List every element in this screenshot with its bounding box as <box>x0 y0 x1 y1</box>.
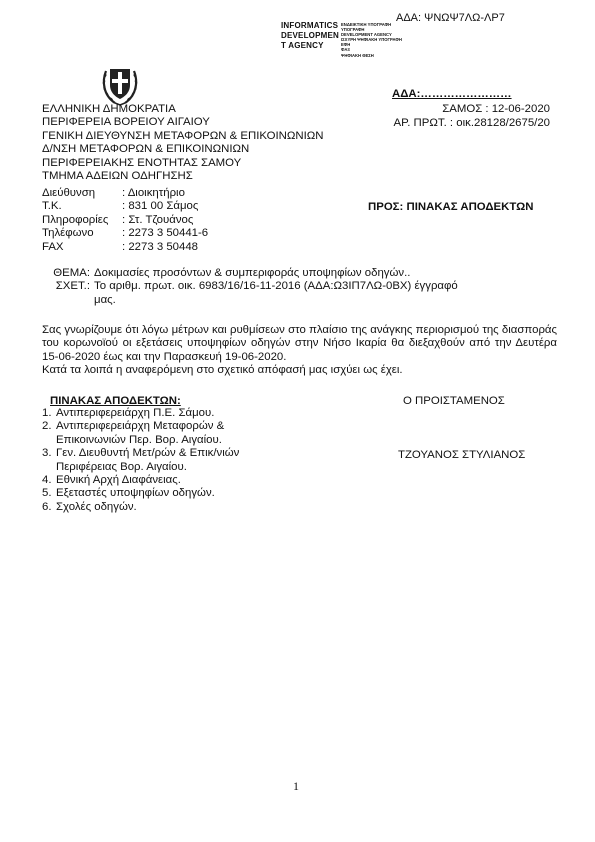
contact-value: : 831 00 Σάμος <box>122 200 199 213</box>
body-paragraph: Σας γνωρίζουμε ότι λόγω μέτρων και ρυθμίσεων στο πλαίσιο της ανάγκης περιορισμού της διασποράς του κορωνοϊού οι εξετάσεις υποψηφίων οδηγών στην Νήσο Ικαρία θα διεξαχθούν από την Δευτέρα 15-06-2020 έως και την Παρασκευή 19-06-2020. <box>42 324 557 363</box>
contact-label: Τηλέφωνο <box>42 227 94 240</box>
schet-cont: μας. <box>94 293 116 306</box>
sender-block <box>42 103 324 183</box>
protocol-number: ΑΡ. ΠΡΩΤ. : οικ.28128/2675/20 <box>393 116 550 129</box>
list-text: Εξεταστές υποψηφίων οδηγών. <box>56 487 215 500</box>
list-text: Γεν. Διευθυντή Μετ/ρών & Επικ/νιών <box>56 447 240 460</box>
ida-left-line: DEVELOPMEN <box>281 31 340 40</box>
list-item <box>42 487 239 500</box>
spacer <box>50 294 94 307</box>
sender-line: ΠΕΡΙΦΕΡΕΙΑΚΗΣ ΕΝΟΤΗΤΑΣ ΣΑΜΟΥ <box>42 156 242 169</box>
reference-row-cont <box>50 294 458 307</box>
thema-text: Δοκιμασίες προσόντων & συμπεριφοράς υποψηφίων οδηγών.. <box>94 267 411 279</box>
sender-line: ΓΕΝΙΚΗ ΔΙΕΥΘΥΝΣΗ ΜΕΤΑΦΟΡΩΝ & ΕΠΙΚΟΙΝΩΝΙΩΝ <box>42 129 324 142</box>
list-text: Εθνική Αρχή Διαφάνειας. <box>56 474 181 487</box>
list-text: Αντιπεριφερειάρχη Π.Ε. Σάμου. <box>56 407 215 419</box>
contact-value: : 2273 3 50441-6 <box>122 227 209 240</box>
contact-label: Πληροφορίες <box>42 213 109 226</box>
recipient-heading: ΠΡΟΣ: ΠΙΝΑΚΑΣ ΑΠΟΔΕΚΤΩΝ <box>368 201 534 213</box>
list-text: Αντιπεριφερειάρχη Μεταφορών & <box>56 420 225 433</box>
list-number: 1. <box>42 407 52 419</box>
contact-row <box>42 200 242 213</box>
ida-signature-block <box>281 21 401 61</box>
reference-row <box>50 280 458 293</box>
contact-label: FAX <box>42 240 64 253</box>
list-text: Περιφέρειας Βορ. Αιγαίου. <box>56 460 187 473</box>
contact-value: : Στ. Τζουάνος <box>122 213 194 226</box>
list-item <box>42 420 239 433</box>
ida-right-line: ΕΝΔΕΙΚΤΙΚΗ ΥΠΟΓΡΑΦΗ <box>341 22 392 27</box>
body-paragraph: Κατά τα λοιπά η αναφερόμενη στο σχετικό απόφασή μας ισχύει ως έχει. <box>42 364 403 377</box>
ida-right-line: ΙΣΧΥΡΗ ΨΗΦΙΑΚΗ ΥΠΟΓΡΑΦΗ <box>341 37 402 43</box>
signature-role: Ο ΠΡΟΙΣΤΑΜΕΝΟΣ <box>403 395 505 407</box>
ida-right-line: ΨΗΦΙΑΚΗ ΘΕΣΗ <box>341 52 374 58</box>
distribution-title: ΠΙΝΑΚΑΣ ΑΠΟΔΕΚΤΩΝ: <box>50 395 181 407</box>
list-item <box>42 501 239 514</box>
list-item <box>42 407 239 420</box>
ada-placeholder: ΑΔΑ:…………………… <box>392 88 512 100</box>
contact-row <box>42 241 242 254</box>
list-number: 4. <box>42 474 52 487</box>
document-date: ΣΑΜΟΣ : 12-06-2020 <box>442 103 550 115</box>
greek-coat-of-arms-icon <box>101 63 139 107</box>
contact-value: : Διοικητήριο <box>122 187 185 199</box>
distribution-list <box>42 407 239 514</box>
ida-right-line: DEVELOPMENT AGENCY <box>341 32 392 38</box>
thema-label: ΘΕΜΑ: <box>53 267 90 279</box>
spacer <box>42 434 56 447</box>
ida-left-text <box>281 21 339 51</box>
contact-row <box>42 187 242 200</box>
list-item-cont <box>42 434 239 447</box>
ida-left-line: T AGENCY <box>281 41 324 50</box>
contact-row <box>42 227 242 240</box>
list-text: Επικοινωνιών Περ. Βορ. Αιγαίου. <box>56 433 222 446</box>
list-item-cont <box>42 461 239 474</box>
list-number: 6. <box>42 500 52 513</box>
spacer <box>42 461 56 474</box>
list-item <box>42 447 239 460</box>
page-number: 1 <box>293 779 299 793</box>
schet-text: Το αριθμ. πρωτ. οικ. 6983/16/16-11-2016 (ΑΔΑ:Ω3ΙΠ7ΛΩ-0ΒΧ) έγγραφό <box>94 280 458 293</box>
list-number: 3. <box>42 447 52 460</box>
sender-line: ΤΜΗΜΑ ΑΔΕΙΩΝ ΟΔΗΓΗΣΗΣ <box>42 170 193 183</box>
subject-block <box>50 267 458 307</box>
contact-block <box>42 187 242 254</box>
list-number: 5. <box>42 487 52 500</box>
sender-line: ΕΛΛΗΝΙΚΗ ΔΗΜΟΚΡΑΤΙΑ <box>42 103 176 115</box>
contact-label: Τ.Κ. <box>42 200 62 213</box>
body-text <box>42 324 557 378</box>
list-text: Σχολές οδηγών. <box>56 500 137 513</box>
ida-right-line: ΦΑΞ <box>341 47 351 53</box>
list-item <box>42 474 239 487</box>
ida-left-line: INFORMATICS <box>281 21 339 30</box>
schet-label: ΣΧΕΤ.: <box>55 280 90 293</box>
ada-top: ΑΔΑ: ΨΝΩΨ7ΛΩ-ΛΡ7 <box>396 12 505 24</box>
contact-value: : 2273 3 50448 <box>122 240 199 253</box>
ida-right-line: ΕΦΗ <box>341 42 351 48</box>
sender-line: ΠΕΡΙΦΕΡΕΙΑ ΒΟΡΕΙΟΥ ΑΙΓΑΙΟΥ <box>42 116 210 129</box>
contact-row <box>42 214 242 227</box>
ida-right-text <box>341 22 402 58</box>
sender-line: Δ/ΝΣΗ ΜΕΤΑΦΟΡΩΝ & ΕΠΙΚΟΙΝΩΝΙΩΝ <box>42 143 250 156</box>
contact-label: Διεύθυνση <box>42 187 96 199</box>
list-number: 2. <box>42 420 52 433</box>
signatory-name: ΤΖΟΥΑΝΟΣ ΣΤΥΛΙΑΝΟΣ <box>398 449 526 461</box>
ida-right-line: ΥΠΟΓΡΑΦΗ <box>341 27 365 33</box>
subject-row <box>50 267 458 280</box>
